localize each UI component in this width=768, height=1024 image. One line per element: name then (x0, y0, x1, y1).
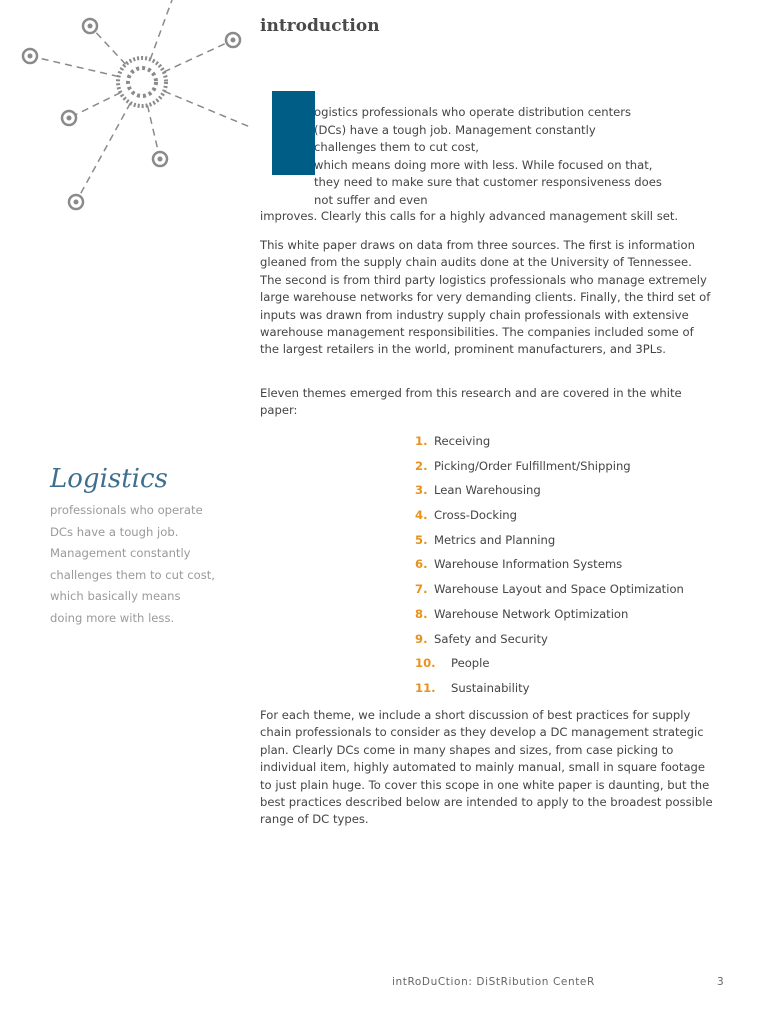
list-label: Cross-Docking (434, 508, 518, 523)
list-item (415, 457, 684, 482)
list-label: Metrics and Planning (434, 532, 556, 547)
sources-paragraph: This white paper draws on data from three sources. The first is information gleaned from the supply chain audits done at the University of Tennessee. The second is from third party logistics professionals who manage extremely large warehouse networks for very demanding clients. Finally, the third set of inputs was drawn from industry supply chain professionals with extensive warehouse management responsibilities. The companies included some of the largest retailers in the world, prominent manufacturers, and 3PLs. (260, 238, 711, 357)
best-practices-paragraph: For each theme, we include a short discussion of best practices for supply chain professionals to consider as they develop a DC management strategic plan. Clearly DCs come in many shapes and sizes, from case picking to individual item, highly automated to mainly manual, small in square footage to just plain huge. To cover this scope in one white paper is daunting, but the best practices described below are intended to apply to the broadest possible range of DC types. (260, 708, 713, 827)
network-graphic-icon (0, 0, 260, 230)
list-label: Safety and Security (434, 631, 548, 646)
list-label: Sustainability (451, 680, 530, 695)
list-number: 5. (415, 532, 428, 547)
list-number: 4. (415, 508, 428, 523)
list-item (415, 481, 684, 506)
list-item (415, 605, 684, 630)
list-number: 6. (415, 557, 428, 572)
list-item (415, 580, 684, 605)
intro-line: challenges them to cut cost, (314, 140, 479, 154)
list-label: Warehouse Information Systems (434, 557, 623, 572)
list-number: 1. (415, 434, 428, 448)
list-label: Receiving (434, 434, 491, 448)
list-number: 2. (415, 458, 428, 473)
list-label: Warehouse Layout and Space Optimization (434, 582, 684, 597)
list-item (415, 679, 684, 704)
intro-paragraph (314, 104, 734, 209)
list-number: 7. (415, 582, 428, 597)
list-item (415, 531, 684, 556)
list-item (415, 506, 684, 531)
themes-list (415, 432, 684, 704)
pullquote-title: Logistics (50, 464, 168, 494)
list-label: People (451, 656, 490, 671)
intro-paragraph-end: improves. Clearly this calls for a highly advanced management skill set. (260, 209, 679, 223)
themes-intro-paragraph: Eleven themes emerged from this research and are covered in the white paper: (260, 386, 682, 418)
list-item (415, 555, 684, 580)
intro-line: (DCs) have a tough job. Management constantly (314, 122, 596, 137)
footer-running-title: intRoDuCtion: DiStRibution CenteR (392, 976, 595, 988)
list-number: 9. (415, 631, 428, 646)
list-item (415, 432, 684, 457)
intro-line: ogistics professionals who operate distribution centers (314, 105, 632, 119)
list-item (415, 654, 684, 679)
list-label: Warehouse Network Optimization (434, 606, 629, 621)
list-item (415, 630, 684, 655)
list-number: 11. (415, 680, 436, 695)
section-heading: introduction (260, 16, 380, 36)
drop-cap-block (272, 91, 315, 175)
list-label: Lean Warehousing (434, 483, 541, 498)
intro-line: not suffer and even (314, 192, 428, 207)
page-number: 3 (717, 976, 724, 988)
list-number: 8. (415, 606, 428, 621)
list-label: Picking/Order Fulfillment/Shipping (434, 458, 631, 473)
intro-line: which means doing more with less. While focused on that, (314, 157, 653, 172)
list-number: 3. (415, 483, 428, 498)
list-number: 10. (415, 656, 436, 671)
pullquote-text: professionals who operate DCs have a tough job. Management constantly challenges them to cut cost, which basically means doing more with less. (50, 503, 215, 625)
intro-line: they need to make sure that customer responsiveness does (314, 175, 662, 189)
